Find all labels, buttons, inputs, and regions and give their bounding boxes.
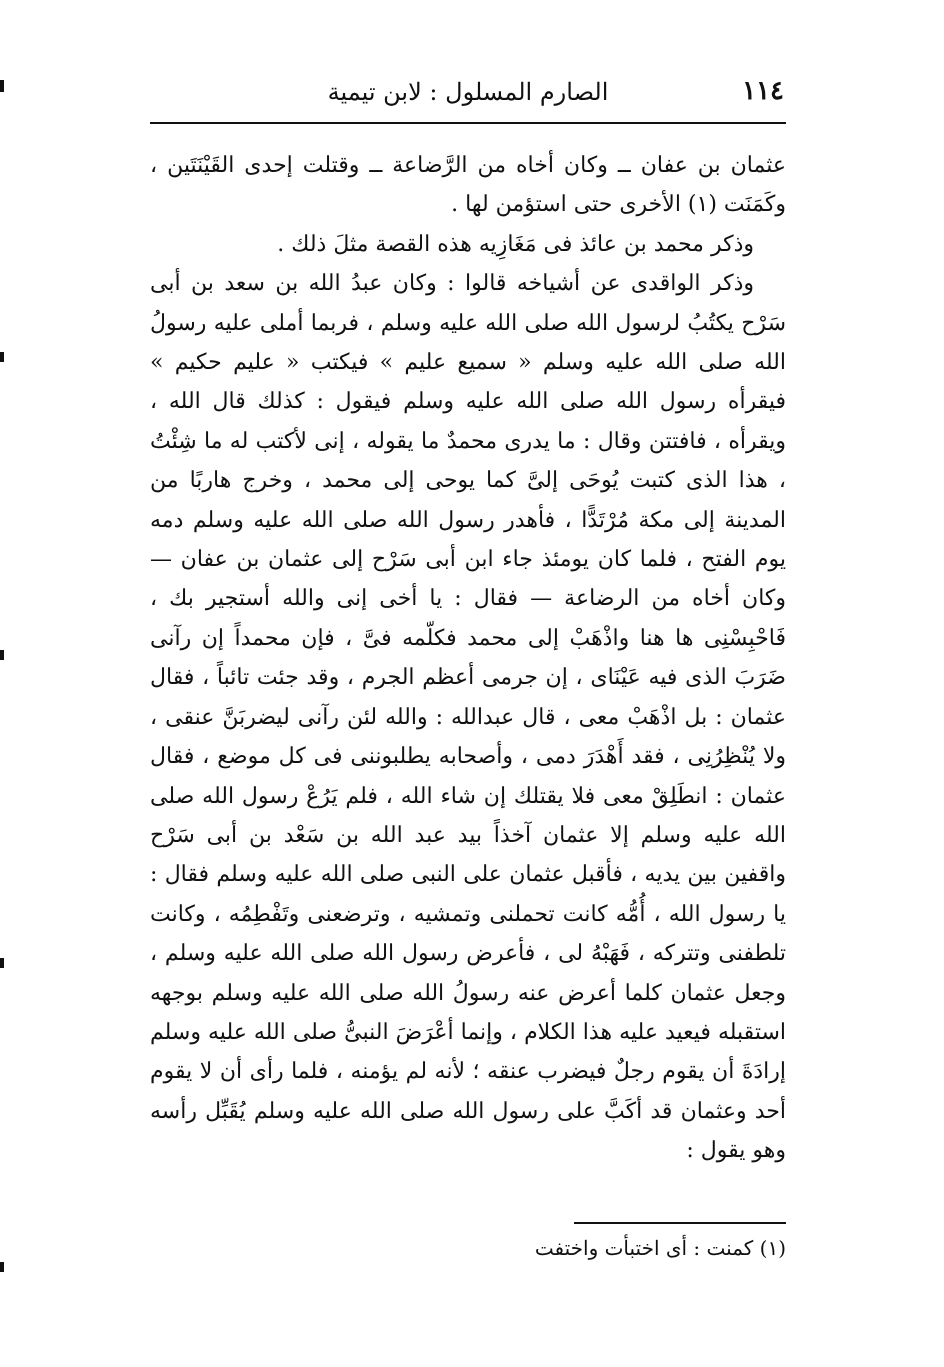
body-text (150, 146, 786, 1171)
page-number: ١١٤ (742, 76, 784, 106)
paragraph: وذكر محمد بن عائذ فى مَغَازِيه هذه القصة مثلَ ذلك . (277, 231, 754, 257)
scan-margin-mark (0, 650, 4, 660)
scan-margin-mark (0, 80, 4, 92)
paragraph: عثمان بن عفان ــ وكان أخاه من الرَّضاعة ــ وقتلت إحدى القَيْنَتَين ، وكَمَنَت (١) الأخرى حتى استؤمن لها . (150, 153, 786, 218)
footnote-rule (574, 1222, 786, 1224)
scan-margin-mark (0, 1262, 4, 1272)
running-header (152, 72, 784, 112)
book-title: الصارم المسلول : لابن تيمية (327, 78, 609, 106)
scan-margin-mark (0, 958, 4, 968)
scan-margin-mark (0, 352, 4, 362)
paragraph: وذكر الواقدى عن أشياخه قالوا : وكان عبدُ الله بن سعد بن أبى سَرْح يكتُبُ لرسول الله صلى الله عليه وسلم ، فربما أملى عليه رسولُ الله صلى الله عليه وسلم « سميع عليم » فيكتب « عليم حكيم » فيقرأه رسول الله صلى الله عليه وسلم فيقول : كذلك قال الله ، ويقرأه ، فافتتن وقال : ما يدرى محمدٌ ما يقوله ، إنى لأكتب له ما شِئْتُ ، هذا الذى كتبت يُوحَى إلىَّ كما يوحى إلى محمد ، وخرج هاربًا من المدينة إلى مكة مُرْتَدًّا ، فأهدر رسول الله صلى الله عليه وسلم دمه يوم الفتح ، فلما كان يومئذ جاء ابن أبى سَرْح إلى عثمان بن عفان — وكان أخاه من الرضاعة — فقال : يا أخى إنى والله أستجير بك ، فَاحْبِسْنِى ها هنا واذْهَبْ إلى محمد فكلّمه فىَّ ، فإن محمداً إن رآنى ضَرَبَ الذى فيه عَيْنَاى ، إن جرمى أعظم الجرم ، وقد جئت تائباً ، فقال عثمان : بل اذْهَبْ معى ، قال عبدالله : والله لئن رآنى ليضربَنَّ عنقى ، ولا يُنْظِرُنِى ، فقد أَهْدَرَ دمى ، وأصحابه يطلبوننى فى كل موضع ، فقال عثمان : انطَلِقْ معى فلا يقتلك إن شاء الله ، فلم يَرُعْ رسول الله صلى الله عليه وسلم إلا عثمان آخذاً بيد عبد الله بن سَعْد بن أبى سَرْح واقفين بين يديه ، فأقبل عثمان على النبى صلى الله عليه وسلم فقال : يا رسول الله ، أُمُّه كانت تحملنى وتمشيه ، وترضعنى وتَفْطِمُه ، وكانت تلطفنى وتتركه ، فَهَبْهُ لى ، فأعرض رسول الله صلى الله عليه وسلم ، وجعل عثمان كلما أعرض عنه رسولُ الله صلى الله عليه وسلم بوجهه استقبله فيعيد عليه هذا الكلام ، وإنما أعْرَضَ النبىُّ صلى الله عليه وسلم إرادَةَ أن يقوم رجلٌ فيضرب عنقه ؛ لأنه لم يؤمنه ، فلما رأى أن لا يقوم أحد وعثمان قد أكَبَّ على رسول الله صلى الله عليه وسلم يُقَبِّل رأسه وهو يقول : (150, 271, 786, 1164)
header-rule (150, 122, 786, 124)
footnote: (١) كمنت : أى اختبأت واختفت (534, 1236, 786, 1260)
